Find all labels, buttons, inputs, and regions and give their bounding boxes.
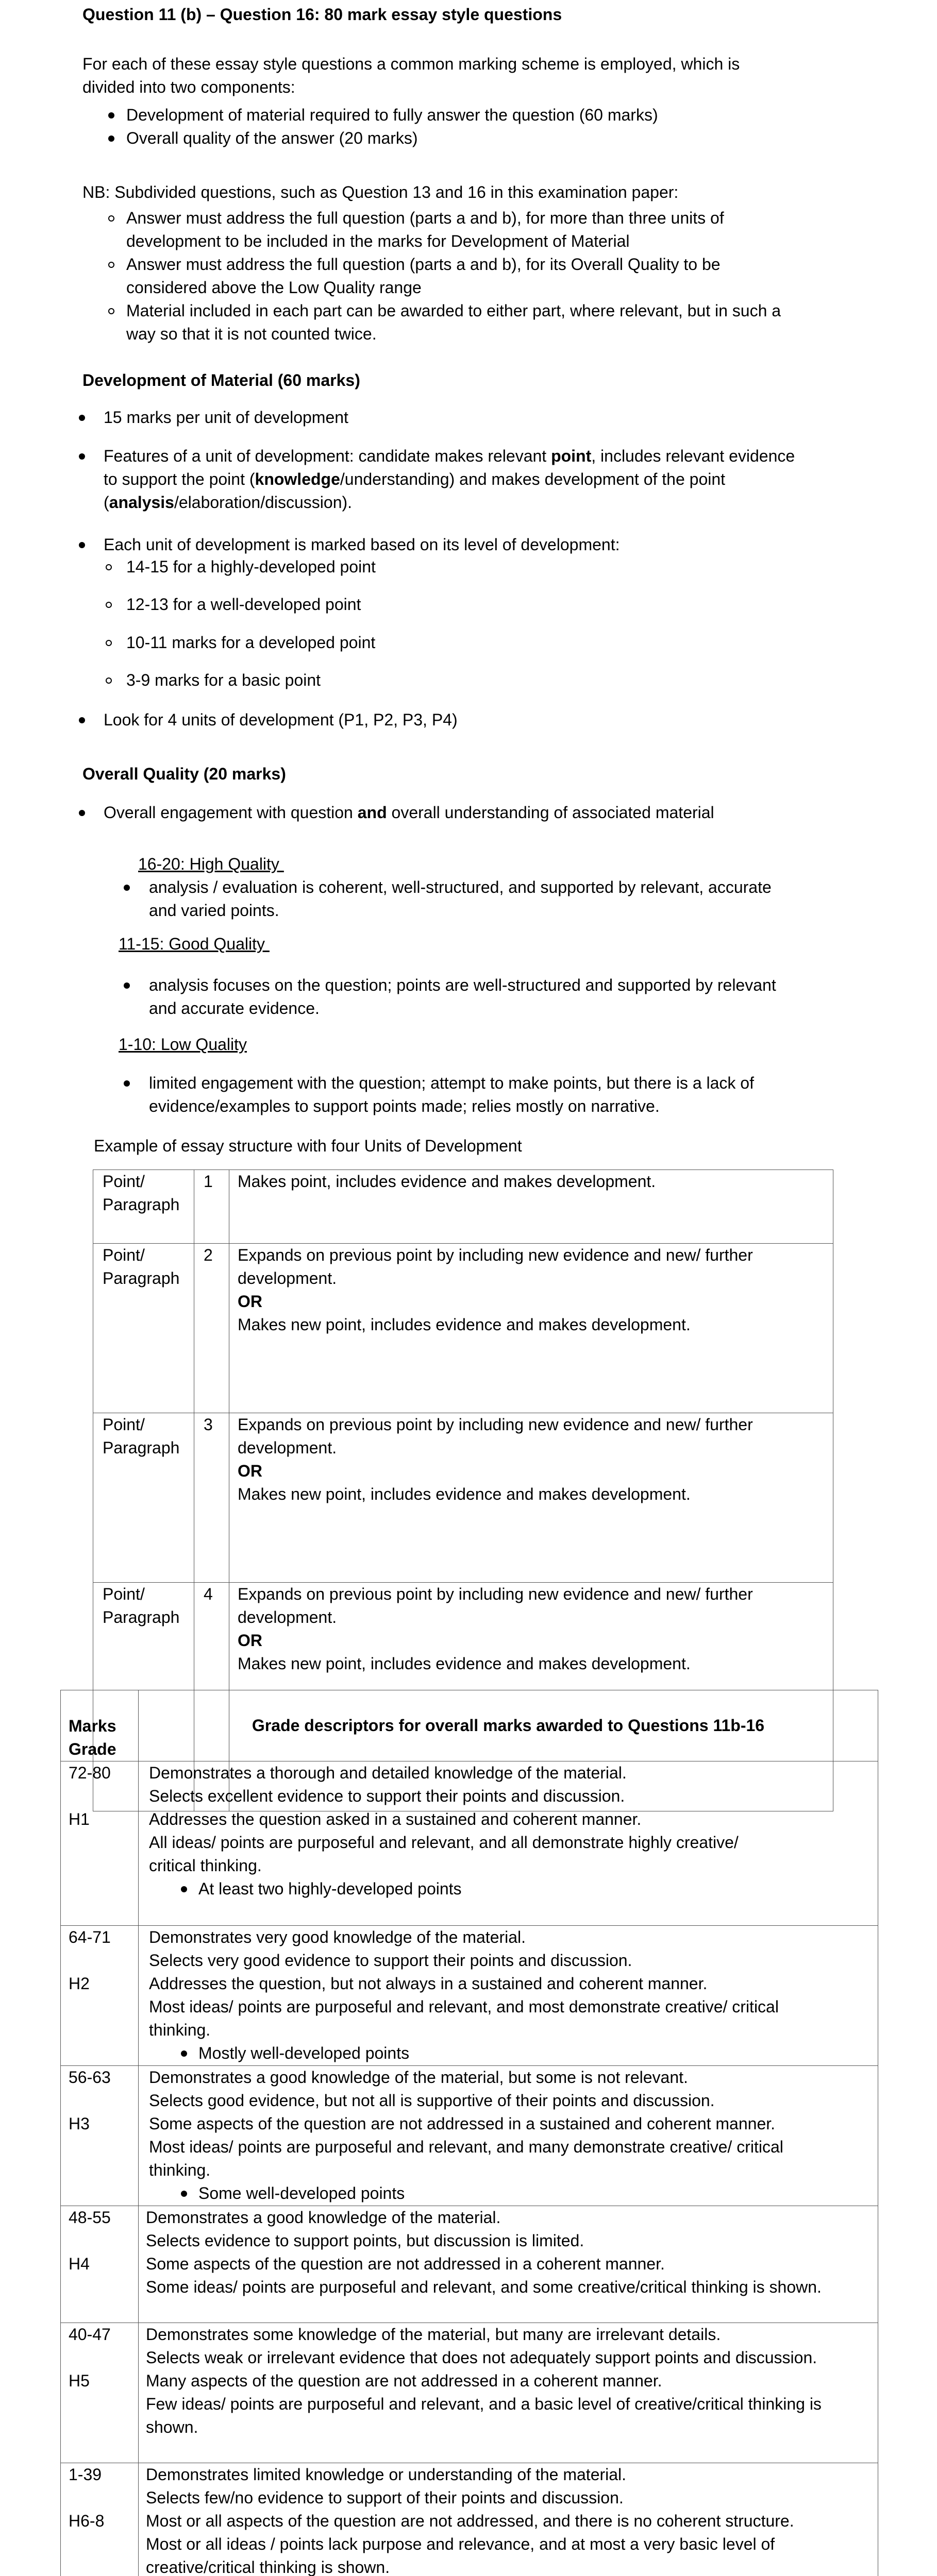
table-row xyxy=(93,1170,833,1244)
level-item: 3-9 marks for a basic point xyxy=(126,671,321,689)
circle-bullet-icon xyxy=(108,215,114,222)
development-point: Features of a unit of development: candidate makes relevant point, includes relevant evidence to support the point (knowledge/understanding) and makes development of the point (analysis/elaboration/discussion). xyxy=(104,447,795,512)
grade-row xyxy=(61,2206,878,2323)
row-description: Expands on previous point by including new evidence and new/ further development. OR Makes new point, includes evidence and makes development. xyxy=(229,1583,833,1811)
nb-text: NB: Subdivided questions, such as Question 13 and 16 in this examination paper: xyxy=(82,183,679,201)
band-label-good: 11-15: Good Quality xyxy=(119,935,270,953)
circle-bullet-icon xyxy=(108,262,114,268)
nb-item: Material included in each part can be awarded to either part, where relevant, but in such a way so that it is not counted twice. xyxy=(126,301,781,343)
circle-bullet-icon xyxy=(106,602,112,608)
descriptor-cell: Demonstrates a thorough and detailed knowledge of the material. Selects excellent evidence to support their points and discussion. Addresses the question asked in a sustained and coherent manner. All ideas/ points are purposeful and relevant, and all demonstrate highly creative/ critical thinking. At least two highly-developed points xyxy=(139,1761,878,1926)
descriptor-cell: Demonstrates some knowledge of the material, but many are irrelevant details. Selects weak or irrelevant evidence that does not adequately support points and discussion. Many aspects of the question are not addressed in a coherent manner. Few ideas/ points are purposeful and relevant, and a basic level of creative/critical thinking is shown. xyxy=(139,2323,878,2463)
row-label: Point/ Paragraph xyxy=(93,1413,194,1583)
level-item: 14-15 for a highly-developed point xyxy=(126,557,376,576)
bullet-icon xyxy=(108,112,114,118)
bullet-icon xyxy=(181,1886,187,1892)
descriptor-cell: Demonstrates a good knowledge of the material, but some is not relevant. Selects good evidence, but not all is supportive of their points and discussion. Some aspects of the question are not addressed in a sustained and coherent manner. Most ideas/ points are purposeful and relevant, and many demonstrate creative/ critical thinking. Some well-developed points xyxy=(139,2066,878,2206)
table-row xyxy=(93,1244,833,1413)
row-number: 1 xyxy=(194,1170,229,1244)
marks-grade-cell: 40-47 H5 xyxy=(61,2323,139,2463)
row-description: Makes point, includes evidence and makes development. xyxy=(229,1170,833,1244)
band-label-low: 1-10: Low Quality xyxy=(119,1035,247,1054)
descriptor-header: Grade descriptors for overall marks awarded to Questions 11b-16 xyxy=(139,1690,878,1761)
bullet-icon xyxy=(124,982,130,989)
bullet-icon xyxy=(79,542,85,548)
marks-grade-cell: 1-39 H6-8 xyxy=(61,2463,139,2576)
grade-row xyxy=(61,1926,878,2066)
marks-grade-cell: 56-63 H3 xyxy=(61,2066,139,2206)
nb-item: Answer must address the full question (parts a and b), for its Overall Quality to be considered above the Low Quality range xyxy=(126,255,721,297)
bullet-icon xyxy=(79,717,85,723)
grade-row xyxy=(61,1761,878,1926)
development-heading: Development of Material (60 marks) xyxy=(82,371,360,389)
row-description: Expands on previous point by including new evidence and new/ further development. OR Makes new point, includes evidence and makes development. xyxy=(229,1413,833,1583)
development-point: 15 marks per unit of development xyxy=(104,408,348,427)
structure-caption: Example of essay structure with four Units of Development xyxy=(94,1137,522,1155)
level-item: 10-11 marks for a developed point xyxy=(126,633,376,652)
marks-grade-header: Marks Grade xyxy=(61,1690,139,1761)
band-description: analysis focuses on the question; points are well-structured and supported by relevant and accurate evidence. xyxy=(149,976,776,1018)
row-label: Point/ Paragraph xyxy=(93,1583,194,1811)
grade-header-row xyxy=(61,1690,878,1761)
row-number: 4 xyxy=(194,1583,229,1811)
bullet-icon xyxy=(79,453,85,460)
development-point: Look for 4 units of development (P1, P2, P3, P4) xyxy=(104,710,458,729)
component-item: Development of material required to fully answer the question (60 marks) xyxy=(126,106,658,124)
circle-bullet-icon xyxy=(106,564,112,570)
row-label: Point/ Paragraph xyxy=(93,1244,194,1413)
bullet-icon xyxy=(181,2191,187,2197)
bullet-icon xyxy=(108,135,114,142)
quality-point: Overall engagement with question and overall understanding of associated material xyxy=(104,803,714,822)
page-title: Question 11 (b) – Question 16: 80 mark essay style questions xyxy=(82,5,562,24)
component-item: Overall quality of the answer (20 marks) xyxy=(126,129,418,147)
level-item: 12-13 for a well-developed point xyxy=(126,595,361,614)
bullet-icon xyxy=(79,810,85,816)
grade-row xyxy=(61,2323,878,2463)
row-label: Point/ Paragraph xyxy=(93,1170,194,1244)
circle-bullet-icon xyxy=(106,677,112,684)
bullet-icon xyxy=(181,2050,187,2057)
row-description: Expands on previous point by including new evidence and new/ further development. OR Makes new point, includes evidence and makes development. xyxy=(229,1244,833,1413)
intro-paragraph: For each of these essay style questions a common marking scheme is employed, which is divided into two components: xyxy=(82,55,740,96)
circle-bullet-icon xyxy=(106,640,112,646)
row-number: 2 xyxy=(194,1244,229,1413)
marks-grade-cell: 64-71 H2 xyxy=(61,1926,139,2066)
nb-item: Answer must address the full question (parts a and b), for more than three units of development to be included in the marks for Development of Material xyxy=(126,209,724,250)
marks-grade-cell: 72-80 H1 xyxy=(61,1761,139,1926)
bullet-icon xyxy=(79,415,85,421)
row-number: 3 xyxy=(194,1413,229,1583)
marks-grade-cell: 48-55 H4 xyxy=(61,2206,139,2323)
bullet-icon xyxy=(124,1080,130,1087)
band-label-high: 16-20: High Quality xyxy=(138,855,284,873)
development-point: Each unit of development is marked based on its level of development: xyxy=(104,535,620,554)
descriptor-cell: Demonstrates limited knowledge or understanding of the material. Selects few/no evidence to support of their points and discussion. Most or all aspects of the question are not addressed, and there is no coherent structure. Most or all ideas / points lack purpose and relevance, and at most a very basic level of creative/critical thinking is shown. xyxy=(139,2463,878,2576)
band-description: limited engagement with the question; attempt to make points, but there is a lack of evidence/examples to support points made; relies mostly on narrative. xyxy=(149,1074,754,1115)
grade-row xyxy=(61,2463,878,2576)
descriptor-cell: Demonstrates very good knowledge of the material. Selects very good evidence to support their points and discussion. Addresses the question, but not always in a sustained and coherent manner. Most ideas/ points are purposeful and relevant, and most demonstrate creative/ critical thinking. Mostly well-developed points xyxy=(139,1926,878,2066)
quality-heading: Overall Quality (20 marks) xyxy=(82,765,286,783)
grade-row xyxy=(61,2066,878,2206)
circle-bullet-icon xyxy=(108,308,114,314)
bullet-icon xyxy=(124,885,130,891)
descriptor-cell: Demonstrates a good knowledge of the material. Selects evidence to support points, but discussion is limited. Some aspects of the question are not addressed in a coherent manner. Some ideas/ points are purposeful and relevant, and some creative/critical thinking is shown. xyxy=(139,2206,878,2323)
table-row xyxy=(93,1413,833,1583)
grade-descriptors-table xyxy=(60,1690,878,2576)
band-description: analysis / evaluation is coherent, well-structured, and supported by relevant, accurate and varied points. xyxy=(149,878,772,920)
